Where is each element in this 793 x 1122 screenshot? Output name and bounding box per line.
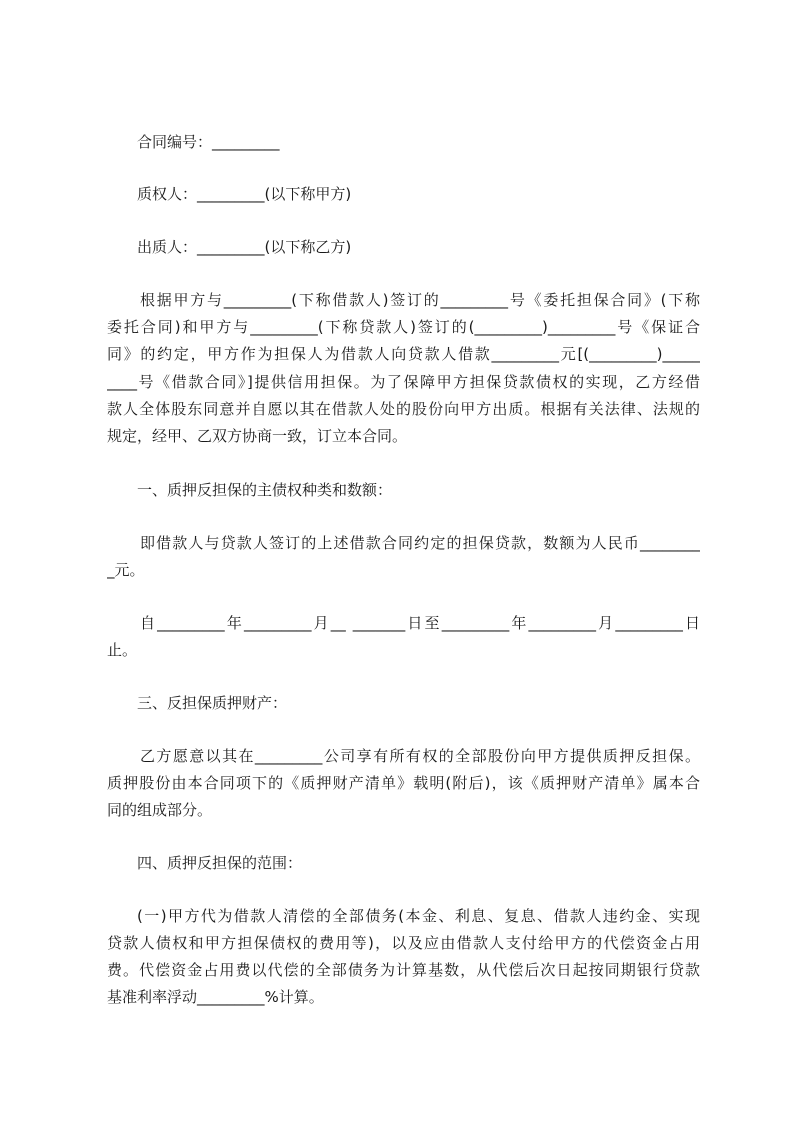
section4-line-3: 费。代偿资金占用费以代偿的全部债务为计算基数，从代偿后次日起按同期银行贷款	[107, 961, 700, 979]
section3-heading: 三、反担保质押财产：	[137, 694, 288, 712]
section4-heading: 四、质押反担保的范围：	[137, 854, 303, 872]
section1-heading: 一、质押反担保的主债权种类和数额：	[137, 481, 393, 499]
intro-line-4: ____号《借款合同》]提供信用担保。为了保障甲方担保贷款债权的实现，乙方经借	[107, 373, 700, 391]
contract-number-line: 合同编号：_________	[137, 133, 280, 151]
intro-line-1: 根据甲方与_________(下称借款人)签订的_________号《委托担保合同》(下称	[140, 291, 700, 309]
section4-line-4: 基准利率浮动_________%计算。	[107, 988, 324, 1006]
term-line-1: 自_________年_________月__ _______日至_________年_________月_________日	[140, 614, 700, 632]
intro-line-3: 同》的约定，甲方作为担保人为借款人向贷款人借款_________元[(_________)_____	[107, 345, 700, 363]
section3-line-1: 乙方愿意以其在_________公司享有所有权的全部股份向甲方提供质押反担保。	[140, 747, 700, 765]
pledgor-line: 出质人：_________(以下称乙方)	[137, 238, 352, 256]
pledgee-line: 质权人：_________(以下称甲方)	[137, 185, 352, 203]
section3-line-3: 同的组成部分。	[107, 801, 213, 819]
section1-line-2: _元。	[107, 561, 145, 579]
section4-line-1: (一)甲方代为借款人清偿的全部债务(本金、利息、复息、借款人违约金、实现	[137, 907, 700, 925]
intro-line-2: 委托合同)和甲方与_________(下称贷款人)签订的(_________)_________号《保证合	[107, 318, 700, 336]
section4-line-2: 贷款人债权和甲方担保债权的费用等)，以及应由借款人支付给甲方的代偿资金占用	[107, 934, 700, 952]
section3-line-2: 质押股份由本合同项下的《质押财产清单》载明(附后)，该《质押财产清单》属本合	[107, 774, 700, 792]
section1-line-1: 即借款人与贷款人签订的上述借款合同约定的担保贷款，数额为人民币________	[140, 534, 700, 552]
term-line-2: 止。	[107, 641, 138, 659]
intro-line-6: 规定，经甲、乙双方协商一致，订立本合同。	[107, 427, 408, 445]
intro-line-5: 款人全体股东同意并自愿以其在借款人处的股份向甲方出质。根据有关法律、法规的	[107, 400, 700, 418]
